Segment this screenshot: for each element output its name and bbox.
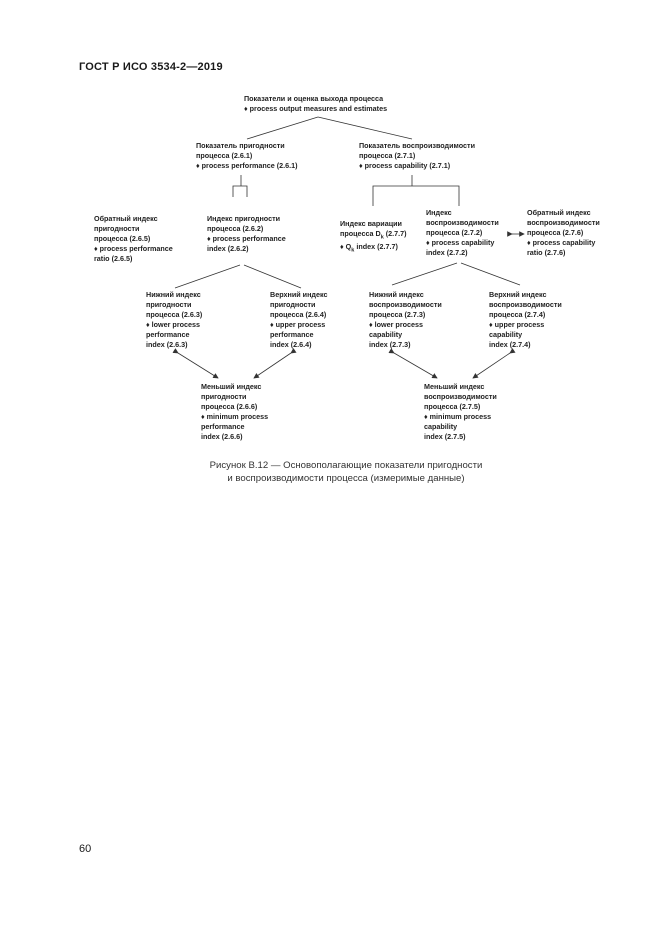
connector-cap-bracket: [373, 186, 459, 206]
connector-root-right: [318, 117, 412, 139]
node-lower-perf-index: Нижний индекс пригодности процесса (2.6.3) ♦ lower process performance index (2.6.3): [146, 290, 203, 349]
node-perf-ratio: Обратный индекс пригодности процесса (2.6.5) ♦ process performance ratio (2.6.5): [94, 214, 173, 263]
connector-capindex-right: [461, 263, 520, 285]
connector-capindex-left: [392, 263, 457, 285]
node-capability-index: Индекс воспроизводимости процесса (2.7.2) ♦ process capability index (2.7.2): [426, 208, 499, 257]
node-root: Показатели и оценка выхода процесса ♦ process output measures and estimates: [244, 94, 388, 113]
node-upper-perf-index: Верхний индекс пригодности процесса (2.6.4) ♦ upper process performance index (2.6.4): [270, 290, 328, 349]
node-min-perf-index: Меньший индекс пригодности процесса (2.6.6) ♦ minimum process performance index (2.6.6): [201, 382, 269, 441]
node-upper-cap-index: Верхний индекс воспроизводимости процесса (2.7.4) ♦ upper process capability index (2.7.4): [489, 290, 562, 349]
connector-perf-bracket: [233, 186, 247, 197]
arrow-upper-cap: [473, 353, 510, 378]
arrow-lower-cap: [394, 353, 437, 378]
node-process-performance: Показатель пригодности процесса (2.6.1) ♦ process performance (2.6.1): [196, 141, 298, 170]
arrow-lower-perf: [178, 353, 218, 378]
node-variation-index: Индекс вариации процесса $D_k$ (2.7.7) ♦ $Q_k$ index (2.7.7): [340, 219, 407, 254]
node-perf-index: Индекс пригодности процесса (2.6.2) ♦ process performance index (2.6.2): [207, 214, 286, 253]
page-number: 60: [79, 843, 92, 855]
node-process-capability: Показатель воспроизводимости процесса (2.7.1) ♦ process capability (2.7.1): [359, 141, 475, 170]
node-capability-ratio: Обратный индекс воспроизводимости процесса (2.7.6) ♦ process capability ratio (2.7.6): [527, 208, 600, 257]
connector-root-left: [247, 117, 318, 139]
document-id: ГОСТ Р ИСО 3534-2—2019: [79, 61, 223, 73]
node-min-cap-index: Меньший индекс воспроизводимости процесса (2.7.5) ♦ minimum process capability index (2.7.5): [424, 382, 497, 441]
node-lower-cap-index: Нижний индекс воспроизводимости процесса (2.7.3) ♦ lower process capability index (2.7.3): [369, 290, 442, 349]
arrow-upper-perf: [254, 353, 291, 378]
connector-perfindex-left: [175, 265, 240, 288]
connector-perfindex-right: [244, 265, 301, 288]
figure-caption: Рисунок В.12 — Основополагающие показатели пригодности и воспроизводимости процесса (измеримые данные): [209, 460, 483, 484]
